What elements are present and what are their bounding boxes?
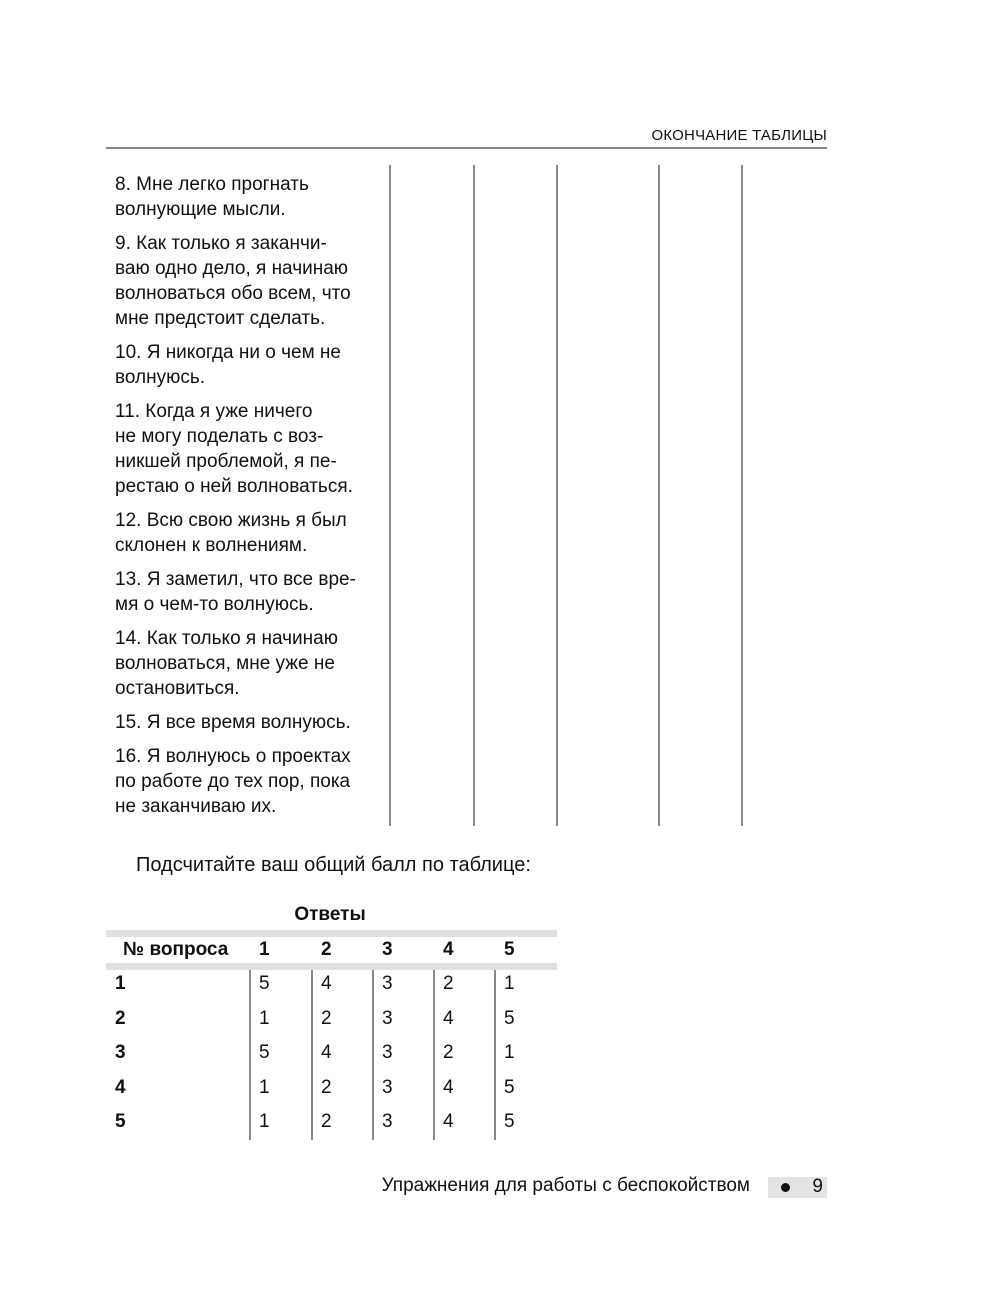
- footer-title: Упражнения для работы с беспокойством: [381, 1175, 750, 1196]
- score-cell: 3: [382, 973, 393, 994]
- score-cell: 5: [504, 1076, 515, 1098]
- score-cell: 1: [504, 973, 515, 994]
- score-cell: 1: [259, 1111, 270, 1132]
- row-question-number: 3: [115, 1042, 126, 1063]
- statement-item: 13. Я заметил, что все вре- мя о чем-то волнуюсь.: [115, 569, 356, 615]
- header-question-number: № вопроса: [123, 939, 229, 960]
- header-answer-1: 1: [259, 939, 270, 960]
- header-answer-5: 5: [504, 939, 515, 960]
- score-cell: 5: [504, 1007, 515, 1029]
- row-question-number: 4: [115, 1076, 126, 1098]
- table-column-line: [311, 970, 313, 1140]
- page-number: 9: [812, 1176, 823, 1197]
- table-column-line: [249, 970, 251, 1140]
- table-column-line: [494, 970, 496, 1140]
- bullet-icon: [781, 1183, 790, 1192]
- score-cell: 4: [321, 973, 332, 994]
- score-cell: 4: [443, 1007, 454, 1029]
- score-cell: 4: [443, 1076, 454, 1098]
- score-cell: 2: [321, 1076, 332, 1098]
- page-number-box: [768, 1177, 827, 1198]
- score-cell: 3: [382, 1111, 393, 1132]
- grid-column-line: [556, 165, 558, 826]
- grid-column-line: [473, 165, 475, 826]
- grid-column-line: [741, 165, 743, 826]
- header-bar: [106, 963, 557, 970]
- score-cell: 3: [382, 1007, 393, 1029]
- score-cell: 3: [382, 1042, 393, 1063]
- score-cell: 2: [321, 1007, 332, 1029]
- statement-list: [115, 172, 390, 828]
- top-rule: [106, 147, 827, 149]
- header-bar: [106, 930, 557, 937]
- statement-item: 12. Всю свою жизнь я был склонен к волнениям.: [115, 510, 347, 556]
- table-column-line: [372, 970, 374, 1140]
- score-cell: 5: [259, 973, 270, 994]
- grid-column-line: [658, 165, 660, 826]
- score-cell: 5: [504, 1111, 515, 1132]
- score-cell: 4: [443, 1111, 454, 1132]
- score-cell: 1: [259, 1007, 270, 1029]
- statement-item: 14. Как только я начинаю волноваться, мне уже не остановиться.: [115, 628, 338, 699]
- statement-item: 16. Я волнуюсь о проектах по работе до тех пор, пока не заканчиваю их.: [115, 746, 351, 817]
- running-head: ОКОНЧАНИЕ ТАБЛИЦЫ: [651, 127, 827, 144]
- score-cell: 3: [382, 1076, 393, 1098]
- score-cell: 4: [321, 1042, 332, 1063]
- row-question-number: 2: [115, 1007, 126, 1029]
- row-question-number: 5: [115, 1111, 126, 1132]
- statement-item: 9. Как только я заканчи- ваю одно дело, я начинаю волноваться обо всем, что мне предстоит сделать.: [115, 233, 351, 329]
- header-answer-2: 2: [321, 939, 332, 960]
- score-cell: 2: [443, 1042, 454, 1063]
- table-column-line: [433, 970, 435, 1140]
- statement-item: 8. Мне легко прогнать волнующие мысли.: [115, 174, 309, 220]
- score-cell: 1: [259, 1076, 270, 1098]
- statement-item: 11. Когда я уже ничего не могу поделать с воз- никшей проблемой, я пе- рестаю о ней волноваться.: [115, 401, 353, 497]
- score-cell: 2: [321, 1111, 332, 1132]
- score-cell: 1: [504, 1042, 515, 1063]
- row-question-number: 1: [115, 973, 126, 994]
- statement-item: 15. Я все время волнуюсь.: [115, 712, 351, 733]
- header-answer-3: 3: [382, 939, 393, 960]
- header-answer-4: 4: [443, 939, 454, 960]
- score-cell: 2: [443, 973, 454, 994]
- statement-item: 10. Я никогда ни о чем не волнуюсь.: [115, 342, 341, 388]
- instruction-text: Подсчитайте ваш общий балл по таблице:: [136, 854, 531, 876]
- score-cell: 5: [259, 1042, 270, 1063]
- scoring-table-title: Ответы: [294, 904, 366, 925]
